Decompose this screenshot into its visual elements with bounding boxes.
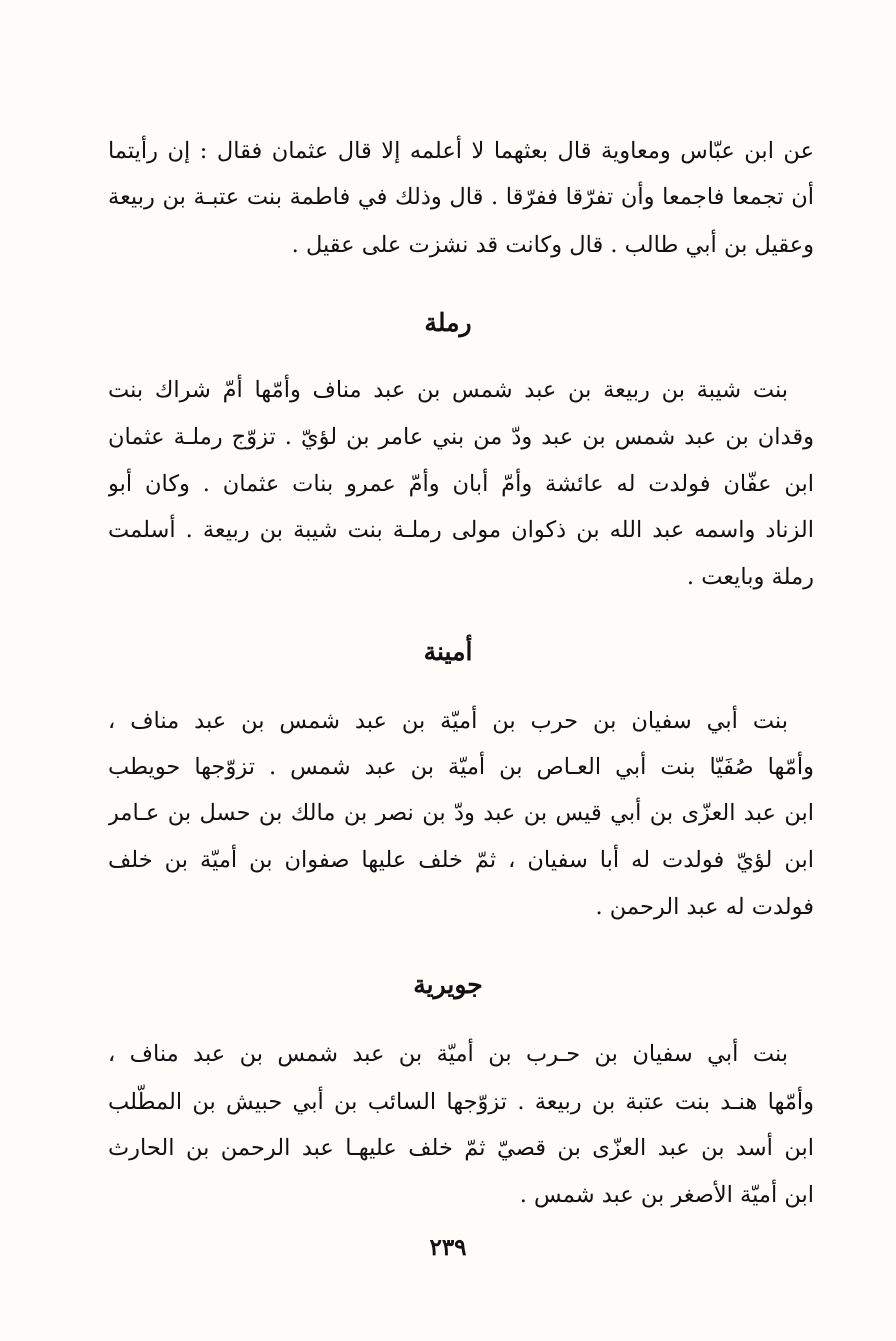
text-line: عن ابن عبّاس ومعاوية قال بعثهما لا أعلمه إلا قال عثمان فقال : إن رأيتما (108, 138, 814, 164)
section-heading-amina: أمينة (423, 637, 473, 666)
text-line: ابن أميّة الأصغر بن عبد شمس . (519, 1182, 814, 1208)
text-line: بنت أبي سفيان بن حـرب بن أميّة بن عبد شمس بن عبد مناف ، (108, 1041, 788, 1067)
text-line: وقدان بن عبد شمس بن عبد ودّ من بني عامر بن لؤيّ . تزوّج رملـة عثمان (108, 424, 814, 450)
text-line: ابن أسد بن عبد العزّى بن قصيّ ثمّ خلف عليهـا عبد الرحمن بن الحارث (108, 1135, 814, 1161)
text-line: ابن عبد العزّى بن أبي قيس بن عبد ودّ بن نصر بن مالك بن حسل بن عـامر (108, 800, 814, 826)
text-line: أن تجمعا فاجمعا وأن تفرّقا ففرّقا . قال وذلك في فاطمة بنت عتبـة بن ربيعة (108, 184, 814, 210)
page-number: ٢٣٩ (429, 1234, 467, 1261)
text-line: ابن عفّان فولدت له عائشة وأمّ أبان وأمّ عمرو بنات عثمان . وكان أبو (108, 471, 814, 497)
text-line: رملة وبايعت . (686, 564, 814, 590)
text-line: ابن لؤيّ فولدت له أبا سفيان ، ثمّ خلف عليها صفوان بن أميّة بن خلف (108, 847, 814, 873)
section-heading-juwayriya: جويرية (413, 970, 483, 999)
text-line: وأمّها هنـد بنت عتبة بن ربيعة . تزوّجها السائب بن أبي حبيش بن المطّلب (108, 1089, 814, 1115)
text-line: بنت شيبة بن ربيعة بن عبد شمس بن عبد مناف وأمّها أمّ شراك بنت (108, 377, 788, 403)
text-line: وعقيل بن أبي طالب . قال وكانت قد نشزت على عقيل . (291, 232, 814, 258)
text-line: فولدت له عبد الرحمن . (595, 894, 814, 920)
text-line: وأمّها صُفَيّا بنت أبي العـاص بن أميّة بن عبد شمس . تزوّجها حويطب (108, 754, 814, 780)
text-line: الزناد واسمه عبد الله بن ذكوان مولى رملـة بنت شيبة بن ربيعة . أسلمت (108, 517, 814, 543)
text-line: بنت أبي سفيان بن حرب بن أميّة بن عبد شمس بن عبد مناف ، (108, 708, 788, 734)
section-heading-ramla: رملة (424, 308, 472, 337)
